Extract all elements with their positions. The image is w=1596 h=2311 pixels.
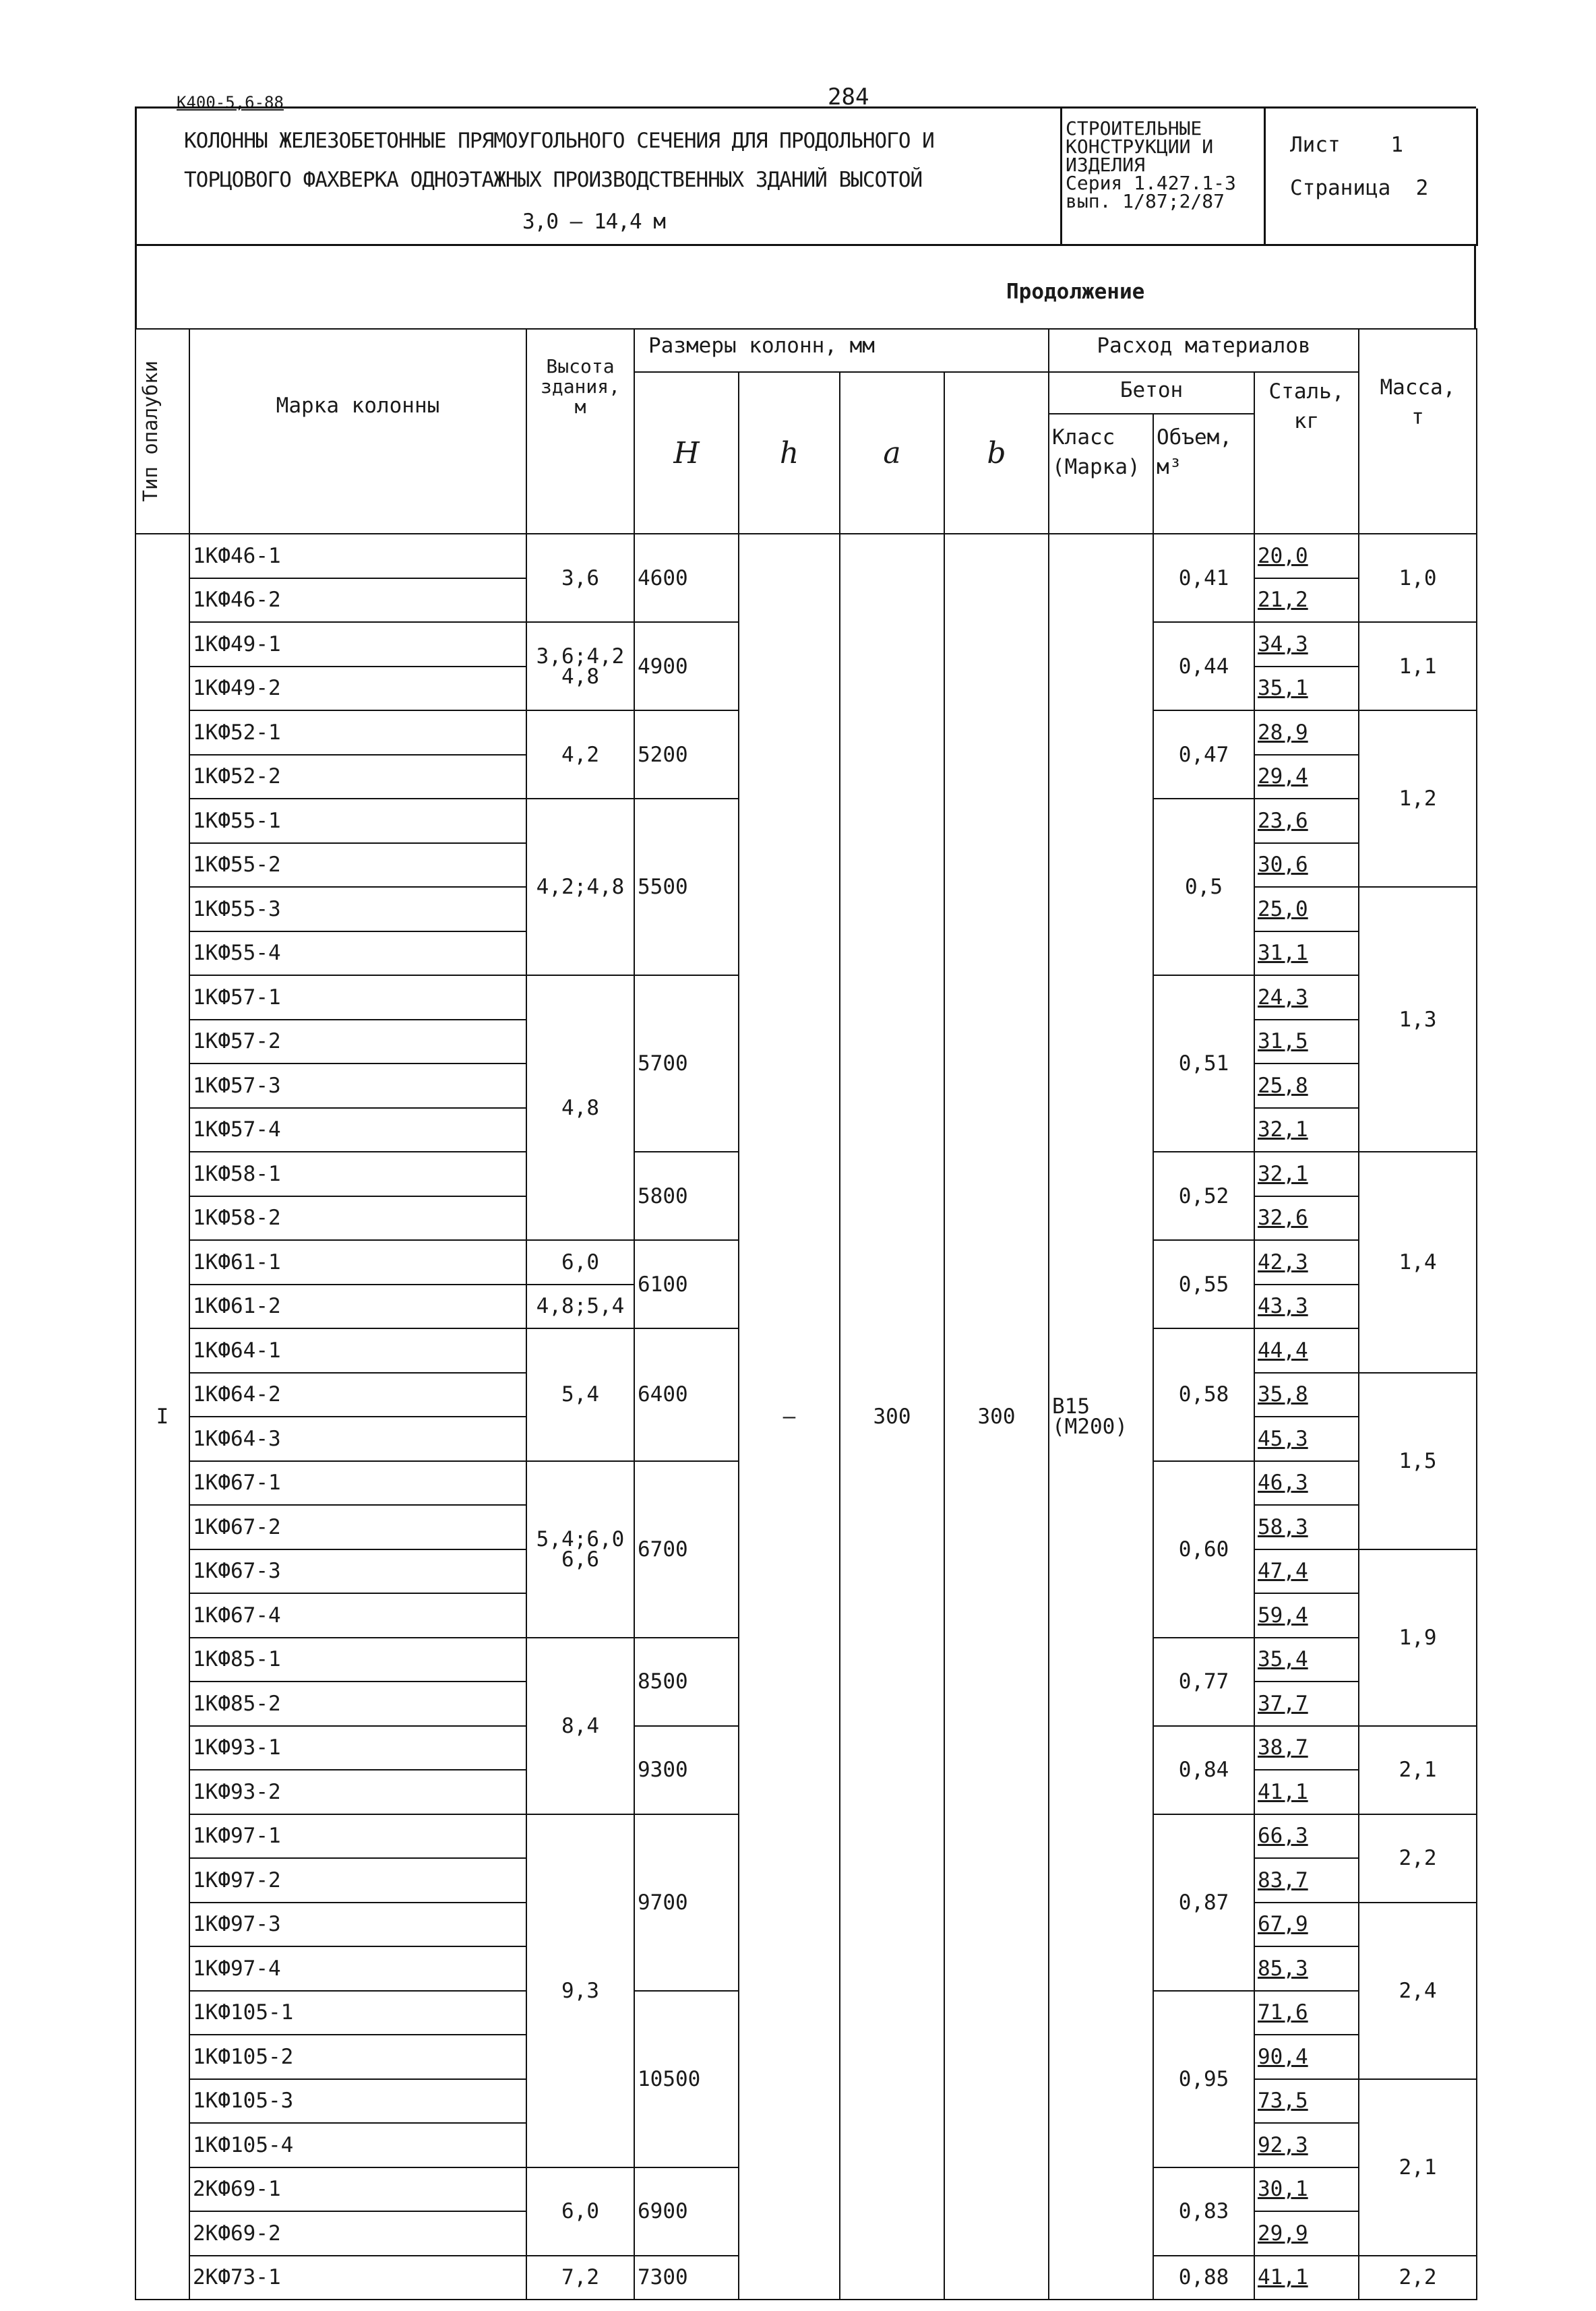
- page-value: 2: [1415, 176, 1429, 200]
- concrete-volume: 0,77: [1153, 1638, 1254, 1726]
- building-height: 9,3: [526, 1814, 634, 2167]
- steel-mass: 34,3: [1254, 622, 1359, 667]
- concrete-grade-value: (М200): [1052, 1415, 1128, 1439]
- column-mass: 2,1: [1359, 2079, 1477, 2256]
- sheet-row: [1290, 133, 1403, 157]
- dim-a-value: 300: [840, 534, 944, 2300]
- column-mark: 1КФ64-2: [189, 1373, 526, 1417]
- column-mass: 1,9: [1359, 1549, 1477, 1726]
- column-mark: 1КФ61-2: [189, 1285, 526, 1329]
- header-steel: Сталь, кг: [1254, 372, 1359, 534]
- building-height: 6,0: [526, 2167, 634, 2256]
- concrete-volume: 0,95: [1153, 1991, 1254, 2167]
- dim-H-value: 6100: [634, 1240, 739, 1328]
- table-row: [135, 534, 1477, 578]
- steel-mass: 23,6: [1254, 799, 1359, 843]
- column-mass: 1,1: [1359, 622, 1477, 710]
- page-row: [1290, 176, 1428, 200]
- page-label: Страница: [1290, 176, 1391, 200]
- header-dim-a: a: [840, 372, 944, 534]
- concrete-volume: 0,87: [1153, 1814, 1254, 1991]
- dim-H-value: 7300: [634, 2256, 739, 2300]
- dim-H-value: 4600: [634, 534, 739, 622]
- building-height: 3,6: [526, 534, 634, 622]
- column-mark: 1КФ93-1: [189, 1726, 526, 1770]
- column-mark: 1КФ58-1: [189, 1152, 526, 1196]
- sheet-cell: [1266, 109, 1478, 246]
- concrete-volume: 0,52: [1153, 1152, 1254, 1240]
- steel-mass: 67,9: [1254, 1903, 1359, 1947]
- concrete-class: [1049, 534, 1153, 2300]
- steel-mass: 31,5: [1254, 1020, 1359, 1064]
- steel-mass: 24,3: [1254, 975, 1359, 1020]
- column-mark: 1КФ52-1: [189, 710, 526, 755]
- column-mark: 1КФ61-1: [189, 1240, 526, 1285]
- header-dim-H: H: [634, 372, 739, 534]
- title-line-2: ТОРЦОВОГО ФАХВЕРКА ОДНОЭТАЖНЫХ ПРОИЗВОДСТВЕННЫХ ЗДАНИЙ ВЫСОТОЙ: [184, 168, 923, 192]
- sheet-label: Лист: [1290, 133, 1341, 157]
- concrete-volume: 0,83: [1153, 2167, 1254, 2256]
- column-mark: 1КФ67-1: [189, 1461, 526, 1506]
- type-cell: I: [135, 534, 189, 2300]
- column-mark: 1КФ49-2: [189, 667, 526, 711]
- column-mark: 1КФ105-2: [189, 2035, 526, 2079]
- steel-mass: 21,2: [1254, 578, 1359, 623]
- steel-mass: 32,6: [1254, 1196, 1359, 1241]
- sheet-value: 1: [1390, 133, 1403, 157]
- steel-mass: 25,0: [1254, 887, 1359, 931]
- header-type: Тип опалубки: [135, 329, 189, 534]
- concrete-volume: 0,60: [1153, 1461, 1254, 1638]
- title-line-1: КОЛОННЫ ЖЕЛЕЗОБЕТОННЫЕ ПРЯМОУГОЛЬНОГО СЕЧЕНИЯ ДЛЯ ПРОДОЛЬНОГО И: [184, 129, 934, 153]
- steel-mass: 43,3: [1254, 1285, 1359, 1329]
- column-mass: 2,4: [1359, 1903, 1477, 2079]
- concrete-volume: 0,88: [1153, 2256, 1254, 2300]
- concrete-volume: 0,47: [1153, 710, 1254, 799]
- column-mass: 1,2: [1359, 710, 1477, 887]
- steel-mass: 58,3: [1254, 1505, 1359, 1549]
- header-dim-h: h: [739, 372, 840, 534]
- column-mass: 2,2: [1359, 1814, 1477, 1903]
- column-mark: 1КФ46-2: [189, 578, 526, 623]
- steel-mass: 29,9: [1254, 2211, 1359, 2256]
- steel-mass: 59,4: [1254, 1593, 1359, 1638]
- column-mark: 1КФ97-2: [189, 1858, 526, 1903]
- dim-H-value: 9300: [634, 1726, 739, 1814]
- building-height: 5,4: [526, 1328, 634, 1461]
- column-mark: 1КФ105-4: [189, 2123, 526, 2167]
- dim-H-value: 10500: [634, 1991, 739, 2167]
- column-mark: 1КФ64-1: [189, 1328, 526, 1373]
- header-height: Высота здания, м: [526, 329, 634, 534]
- dim-h-value: –: [739, 534, 840, 2300]
- steel-mass: 47,4: [1254, 1549, 1359, 1594]
- concrete-volume: 0,5: [1153, 799, 1254, 975]
- column-mark: 1КФ57-2: [189, 1020, 526, 1064]
- column-mark: 1КФ67-4: [189, 1593, 526, 1638]
- steel-mass: 85,3: [1254, 1946, 1359, 1991]
- dim-H-value: 4900: [634, 622, 739, 710]
- dim-H-value: 6700: [634, 1461, 739, 1638]
- dim-H-value: 6900: [634, 2167, 739, 2256]
- continuation-label: Продолжение: [1006, 280, 1145, 304]
- page-number: 284: [828, 84, 869, 111]
- dim-H-value: 9700: [634, 1814, 739, 1991]
- column-mark: 1КФ105-1: [189, 1991, 526, 2035]
- steel-mass: 44,4: [1254, 1328, 1359, 1373]
- column-mark: 2КФ73-1: [189, 2256, 526, 2300]
- title-line-3: 3,0 – 14,4 м: [522, 210, 665, 234]
- steel-mass: 83,7: [1254, 1858, 1359, 1903]
- column-mark: 1КФ85-1: [189, 1638, 526, 1682]
- steel-mass: 30,1: [1254, 2167, 1359, 2212]
- building-height: 5,4;6,0 6,6: [526, 1461, 634, 1638]
- building-height: 6,0: [526, 1240, 634, 1285]
- header-dims: Размеры колонн, мм: [634, 329, 1049, 372]
- header-concrete: Бетон: [1049, 372, 1254, 414]
- steel-mass: 31,1: [1254, 931, 1359, 976]
- column-mark: 1КФ55-1: [189, 799, 526, 843]
- series-line-1: СТРОИТЕЛЬНЫЕ: [1066, 117, 1202, 140]
- column-mass: 1,3: [1359, 887, 1477, 1152]
- concrete-volume: 0,84: [1153, 1726, 1254, 1814]
- steel-mass: 38,7: [1254, 1726, 1359, 1770]
- concrete-volume: 0,55: [1153, 1240, 1254, 1328]
- building-height: 3,6;4,2 4,8: [526, 622, 634, 710]
- column-mass: 2,2: [1359, 2256, 1477, 2300]
- column-mark: 1КФ85-2: [189, 1682, 526, 1726]
- steel-mass: 37,7: [1254, 1682, 1359, 1726]
- building-height: 7,2: [526, 2256, 634, 2300]
- dim-H-value: 5700: [634, 975, 739, 1152]
- dim-H-value: 6400: [634, 1328, 739, 1461]
- column-mark: 2КФ69-2: [189, 2211, 526, 2256]
- columns-table: [135, 328, 1477, 2300]
- column-mark: 1КФ97-3: [189, 1903, 526, 1947]
- steel-mass: 41,1: [1254, 1770, 1359, 1814]
- document-code: К400-5,6-88: [177, 93, 284, 112]
- column-mark: 2КФ69-1: [189, 2167, 526, 2212]
- steel-mass: 30,6: [1254, 843, 1359, 888]
- dim-H-value: 5200: [634, 710, 739, 799]
- building-height: 8,4: [526, 1638, 634, 1814]
- header-mark: Марка колонны: [189, 329, 526, 534]
- column-mark: 1КФ57-3: [189, 1064, 526, 1108]
- column-mark: 1КФ57-4: [189, 1108, 526, 1152]
- series-line-3: ИЗДЕЛИЯ: [1066, 154, 1146, 176]
- column-mark: 1КФ55-2: [189, 843, 526, 888]
- title-block: [135, 106, 1476, 246]
- steel-mass: 90,4: [1254, 2035, 1359, 2079]
- concrete-volume: 0,51: [1153, 975, 1254, 1152]
- column-mark: 1КФ105-3: [189, 2079, 526, 2124]
- dim-H-value: 8500: [634, 1638, 739, 1726]
- steel-mass: 92,3: [1254, 2123, 1359, 2167]
- concrete-volume: 0,58: [1153, 1328, 1254, 1461]
- header-class: Класс (Марка): [1049, 414, 1153, 534]
- steel-mass: 42,3: [1254, 1240, 1359, 1285]
- series-line-2: КОНСТРУКЦИИ И: [1066, 135, 1214, 158]
- column-mark: 1КФ67-3: [189, 1549, 526, 1594]
- column-mark: 1КФ58-2: [189, 1196, 526, 1241]
- building-height: 4,8: [526, 975, 634, 1240]
- column-mass: 1,5: [1359, 1373, 1477, 1549]
- continuation-row: [135, 244, 1476, 328]
- series-line-4: Серия 1.427.1-3: [1066, 172, 1236, 194]
- steel-mass: 35,4: [1254, 1638, 1359, 1682]
- concrete-volume: 0,41: [1153, 534, 1254, 622]
- column-mark: 1КФ46-1: [189, 534, 526, 578]
- steel-mass: 71,6: [1254, 1991, 1359, 2035]
- column-mark: 1КФ55-4: [189, 931, 526, 976]
- column-mark: 1КФ67-2: [189, 1505, 526, 1549]
- concrete-class-value: В15: [1052, 1394, 1091, 1419]
- column-mark: 1КФ97-1: [189, 1814, 526, 1859]
- steel-mass: 35,1: [1254, 667, 1359, 711]
- dim-H-value: 5800: [634, 1152, 739, 1240]
- steel-mass: 32,1: [1254, 1108, 1359, 1152]
- steel-mass: 66,3: [1254, 1814, 1359, 1859]
- column-mass: 1,0: [1359, 534, 1477, 622]
- series-line-5: вып. 1/87;2/87: [1066, 190, 1225, 212]
- steel-mass: 41,1: [1254, 2256, 1359, 2300]
- building-height: 4,2;4,8: [526, 799, 634, 975]
- series-cell: [1060, 109, 1266, 246]
- column-mass: 2,1: [1359, 1726, 1477, 1814]
- steel-mass: 73,5: [1254, 2079, 1359, 2124]
- steel-mass: 32,1: [1254, 1152, 1359, 1196]
- steel-mass: 35,8: [1254, 1373, 1359, 1417]
- building-height: 4,2: [526, 710, 634, 799]
- dim-H-value: 5500: [634, 799, 739, 975]
- column-mark: 1КФ97-4: [189, 1946, 526, 1991]
- title-cell: [135, 109, 1062, 246]
- column-mark: 1КФ52-2: [189, 755, 526, 799]
- steel-mass: 45,3: [1254, 1417, 1359, 1461]
- column-mark: 1КФ57-1: [189, 975, 526, 1020]
- steel-mass: 20,0: [1254, 534, 1359, 578]
- header-mass: Масса, т: [1359, 329, 1477, 534]
- steel-mass: 28,9: [1254, 710, 1359, 755]
- header-volume: Объем, м³: [1153, 414, 1254, 534]
- header-materials: Расход материалов: [1049, 329, 1359, 372]
- building-height: 4,8;5,4: [526, 1285, 634, 1329]
- steel-mass: 29,4: [1254, 755, 1359, 799]
- steel-mass: 25,8: [1254, 1064, 1359, 1108]
- header-dim-b: b: [944, 372, 1049, 534]
- column-mark: 1КФ93-2: [189, 1770, 526, 1814]
- dim-b-value: 300: [944, 534, 1049, 2300]
- column-mark: 1КФ64-3: [189, 1417, 526, 1461]
- column-mark: 1КФ55-3: [189, 887, 526, 931]
- column-mark: 1КФ49-1: [189, 622, 526, 667]
- steel-mass: 46,3: [1254, 1461, 1359, 1506]
- column-mass: 1,4: [1359, 1152, 1477, 1373]
- concrete-volume: 0,44: [1153, 622, 1254, 710]
